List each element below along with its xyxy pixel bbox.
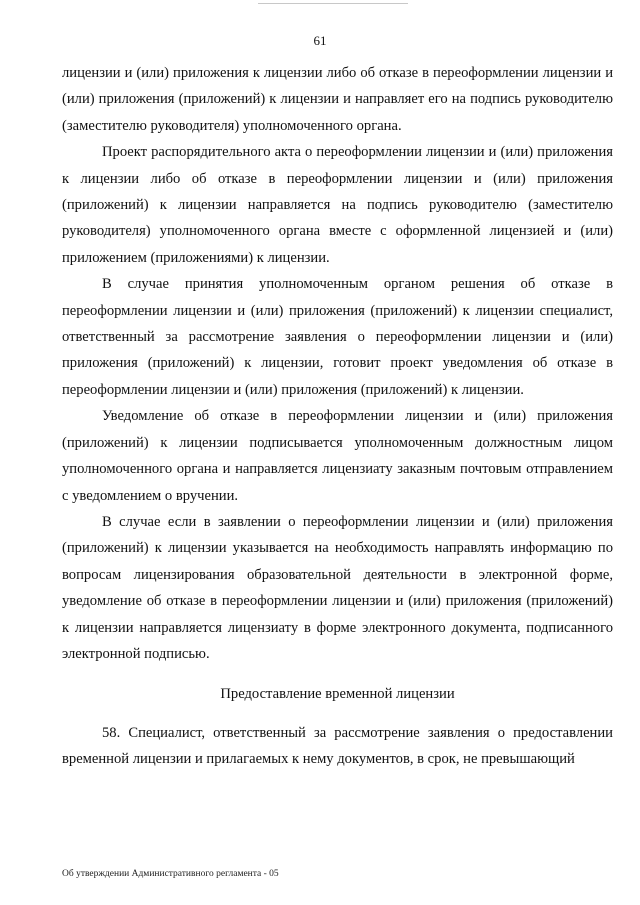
paragraph-draft-act: Проект распорядительного акта о переоформлении лицензии и (или) приложения к лицензии либо об отказе в переоформлении лицензии и (или) приложения (приложений) к лицензии направляется на подпись руководителю (заместителю руководителя) уполномоченного органа вместе с оформленной лицензией и (или) приложением (приложениями) к лицензии. [62,144,613,266]
paragraph-refusal-notice: Уведомление об отказе в переоформлении лицензии и (или) приложения (приложений) к лицензии подписывается уполномоченным должностным лицом уполномоченного органа и направляется лицензиату заказным почтовым отправлением с уведомлением о вручении. [62,408,613,504]
section-heading: Предоставление временной лицензии [220,686,455,703]
paragraph-continuation: лицензии и (или) приложения к лицензии либо об отказе в переоформлении лицензии и (или) приложения (приложений) к лицензии и направляет его на подпись руководителю (заместителю руководителя) уполномоченного органа. [62,65,613,134]
paragraph-electronic-notice: В случае если в заявлении о переоформлении лицензии и (или) приложения (приложений) к лицензии указывается на необходимость направлять информацию по вопросам лицензирования образовательной деятельности в электронной форме, уведомление об отказе в переоформлении лицензии и (или) приложения (приложений) к лицензии направляется лицензиату в форме электронного документа, подписанного электронной подписью. [62,513,613,662]
paragraph-58: 58. Специалист, ответственный за рассмотрение заявления о предоставлении временной лицензии и прилагаемых к нему документов, в срок, не превышающий [62,724,613,768]
page-number: 61 [313,33,327,48]
document-body [62,60,613,773]
paragraph-refusal-decision: В случае принятия уполномоченным органом решения об отказе в переоформлении лицензии и (или) приложения (приложений) к лицензии специалист, ответственный за рассмотрение заявления о переоформлении лицензии и (или) приложения (приложений) к лицензии, готовит проект уведомления об отказе в переоформлении лицензии и (или) приложения (приложений) к лицензии. [62,276,613,398]
page-footer: Об утверждении Административного регламента - 05 [62,869,279,879]
